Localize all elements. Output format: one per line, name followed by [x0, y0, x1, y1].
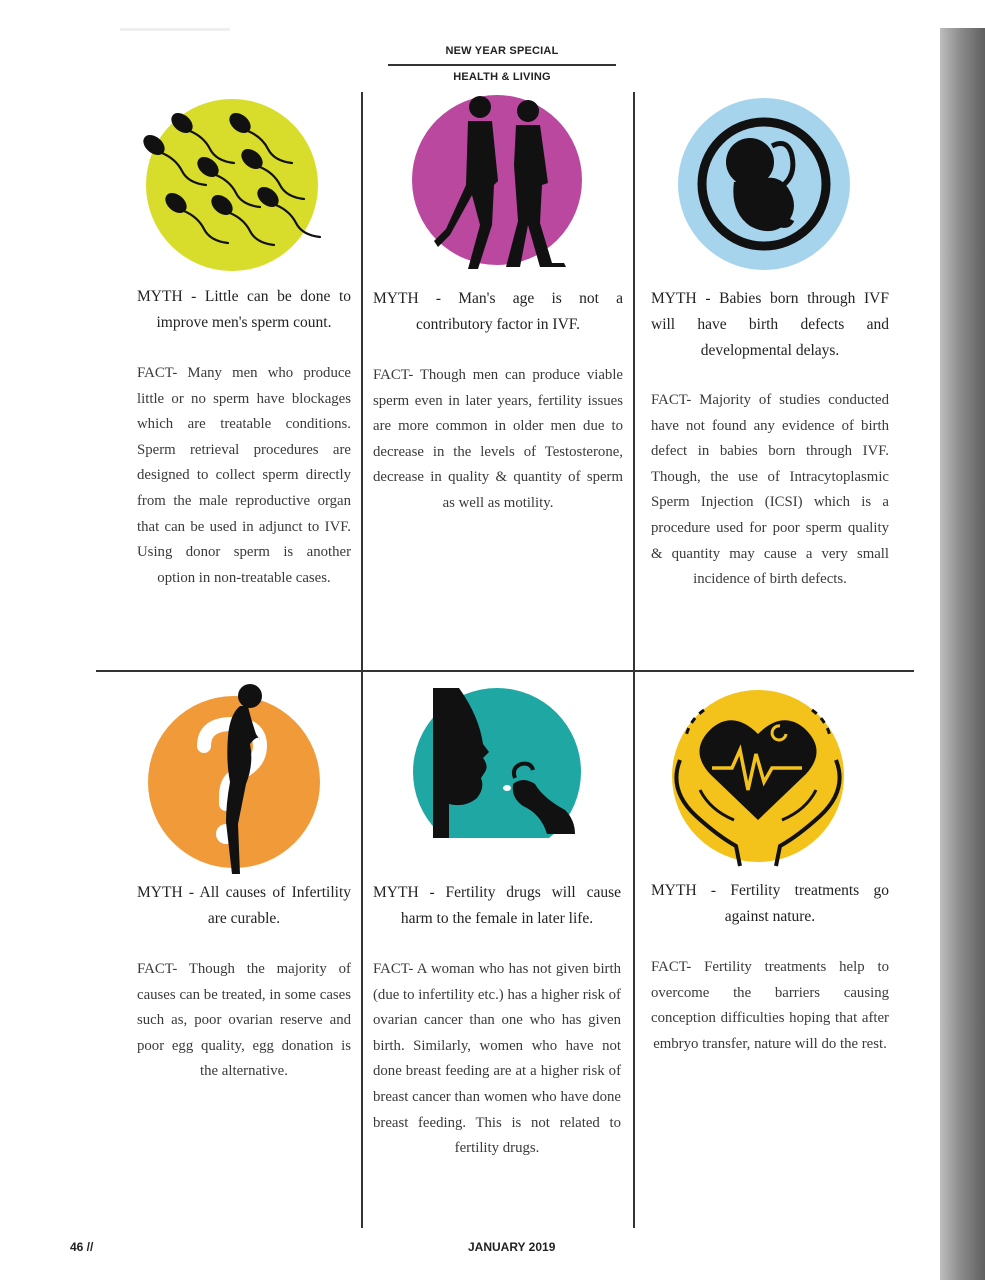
- fact-text: FACT- Majority of studies conducted have not found any evidence of birth defect in babies born through IVF. Though, the use of Intracytoplasmic Sperm Injection (ICSI) which is a procedure used for poor sperm quality & quantity may cause a very small incidence of birth defects.: [651, 392, 889, 588]
- fact-text: FACT- Though men can produce viable sperm even in later years, fertility issues are more common in older men due to decrease in the levels of Testosterone, decrease in quality & quantity of sperm as well as motility.: [373, 367, 623, 511]
- myth-card-curable: [137, 880, 351, 1085]
- heart-hands-icon: [660, 690, 855, 870]
- myth-text: MYTH - Man's age is not a contributory factor in IVF.: [373, 290, 623, 333]
- fact-text: FACT- Fertility treatments help to overcome the barriers causing conception difficulties hoping that after embryo transfer, nature will do the rest.: [651, 959, 889, 1052]
- issue-date: JANUARY 2019: [468, 1240, 556, 1254]
- header-divider: [388, 64, 616, 66]
- sperm-icon: [140, 95, 325, 280]
- myth-card-sperm-count: [137, 284, 351, 591]
- fact-text: FACT- Many men who produce little or no sperm have blockages which are treatable conditions. Sperm retrieval procedures are designed to collect sperm directly from the male reproductive organ that can be used in adjunct to IVF. Using donor sperm is another option in non-treatable cases.: [137, 365, 351, 586]
- question-woman-icon: [146, 682, 326, 877]
- page-number: 46 //: [70, 1240, 94, 1254]
- myth-text: MYTH - Little can be done to improve men's sperm count.: [137, 288, 351, 331]
- column-divider-left: [361, 92, 363, 1228]
- category-label: HEALTH & LIVING: [453, 71, 551, 83]
- myth-card-against-nature: [651, 878, 889, 1057]
- fetus-icon: [676, 96, 852, 272]
- row-divider: [96, 670, 914, 672]
- page-smudge: [120, 28, 230, 31]
- walking-men-icon: [410, 95, 590, 275]
- myth-text: MYTH - All causes of Infertility are curable.: [137, 884, 351, 927]
- fact-text: FACT- A woman who has not given birth (due to infertility etc.) has a higher risk of ovarian cancer than one who has given birth. Similarly, women who have not done breast feeding are at a higher risk of breast cancer than women who have done breast feeding. This is not related to fertility drugs.: [373, 961, 621, 1157]
- myth-text: MYTH - Fertility drugs will cause harm to the female in later life.: [373, 884, 621, 927]
- myth-text: MYTH - Fertility treatments go against nature.: [651, 882, 889, 925]
- pill-icon: [405, 688, 585, 838]
- myth-text: MYTH - Babies born through IVF will have birth defects and developmental delays.: [651, 290, 889, 359]
- section-label: NEW YEAR SPECIAL: [445, 45, 559, 57]
- page-edge-shadow: [940, 28, 985, 1280]
- myth-card-fertility-drugs: [373, 880, 621, 1162]
- myth-card-mans-age: [373, 286, 623, 517]
- myth-card-birth-defects: [651, 286, 889, 593]
- fact-text: FACT- Though the majority of causes can be treated, in some cases such as, poor ovarian reserve and poor egg quality, egg donation is the alternative.: [137, 961, 351, 1080]
- column-divider-right: [633, 92, 635, 1228]
